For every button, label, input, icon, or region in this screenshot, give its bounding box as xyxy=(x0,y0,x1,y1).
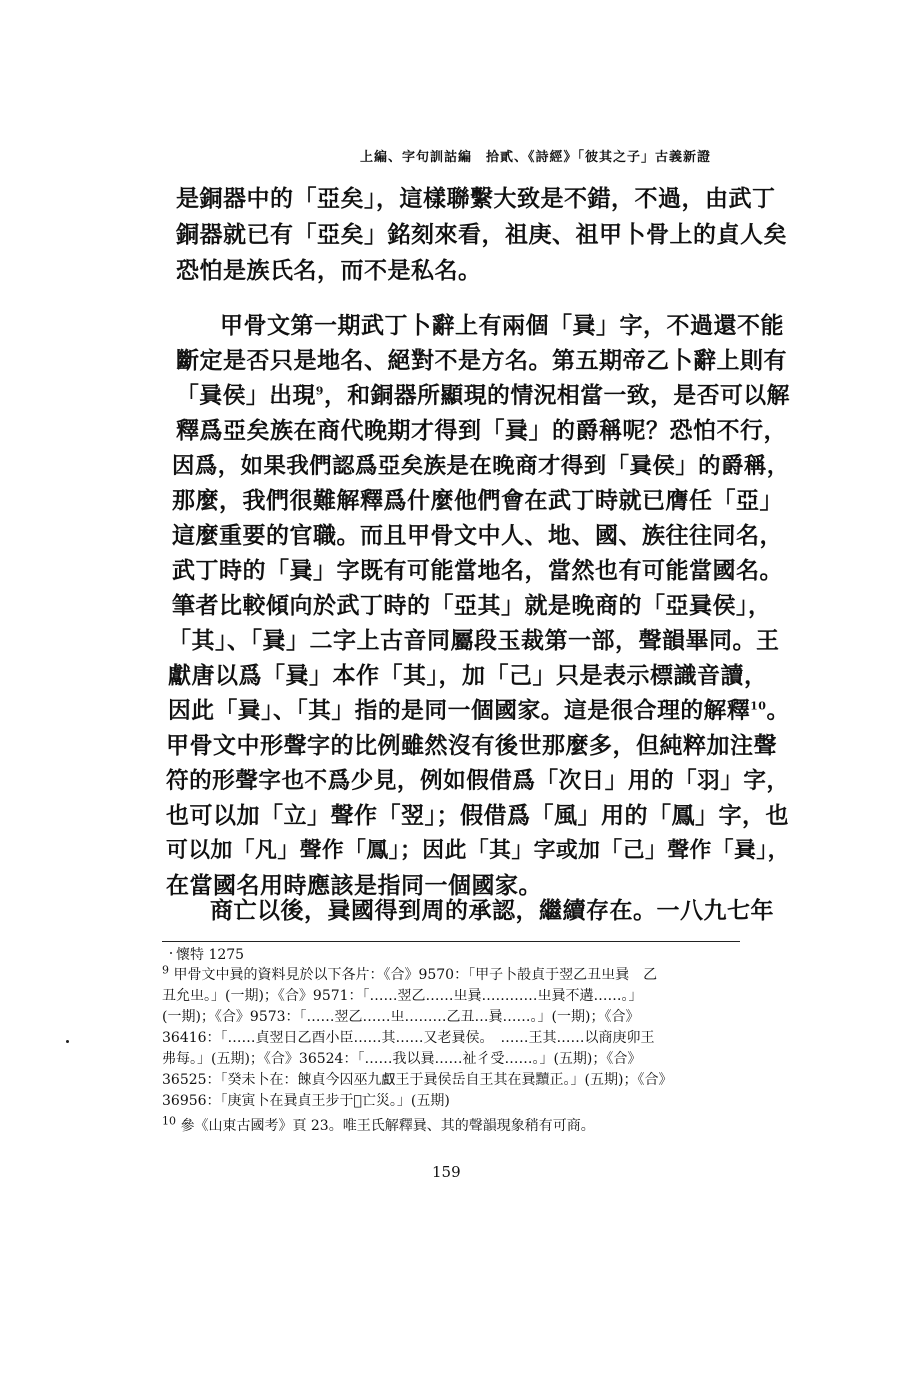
body-line: 這麼重要的官職。而且甲骨文中人、地、國、族往往同名， xyxy=(172,522,783,549)
scan-speck xyxy=(170,952,172,954)
body-line-text: ，和銅器所顯現的情況相當一致，是否可以解 xyxy=(323,383,790,409)
body-line-text: 。 xyxy=(766,698,790,724)
body-line-text: 因此「㠱」、「其」指的是同一個國家。這是很合理的解釋 xyxy=(168,698,751,724)
body-line-text: 「㠱侯」出現 xyxy=(176,383,316,409)
footnote-number: 10 xyxy=(162,1114,176,1128)
footnote-line: (一期)；《合》9573：「……翌乙……㞢………乙丑…㠱……。」(一期)；《合》 xyxy=(162,1009,640,1025)
footnote-text: 甲骨文中㠱的資料見於以下各片：《合》9570：「甲子卜㱿貞于翌乙丑㞢㠱 乙 xyxy=(169,967,658,983)
body-line: 也可以加「立」聲作「翌」；假借爲「風」用的「鳳」字，也 xyxy=(166,802,789,829)
footnote-9 xyxy=(162,963,658,985)
body-line: 因爲，如果我們認爲亞矣族是在晚商才得到「㠱侯」的爵稱， xyxy=(172,453,790,479)
footnote-line: 弗每。」(五期)；《合》36524：「……我以㠱……祉彳受……。」(五期)；《合》 xyxy=(162,1051,642,1067)
running-header: 上編、字句訓詁編 拾貳、《詩經》「彼其之子」古義新證 xyxy=(360,150,712,165)
body-line: 那麼，我們很難解釋爲什麼他們會在武丁時就已膺任「亞」 xyxy=(172,487,783,514)
body-line: 武丁時的「㠱」字既有可能當地名，當然也有可能當國名。 xyxy=(172,557,783,584)
body-line: 恐怕是族氏名，而不是私名。 xyxy=(176,257,482,284)
footnote-ref-10[interactable]: 10 xyxy=(750,699,767,713)
body-line: 甲骨文第一期武丁卜辭上有兩個「㠱」字，不過還不能 xyxy=(220,312,784,339)
footnote-text: 參《山東古國考》頁 23。唯王氏解釋㠱、其的聲韻現象稍有可商。 xyxy=(176,1118,595,1134)
body-line: 斷定是否只是地名、絕對不是方名。第五期帝乙卜辭上則有 xyxy=(176,347,787,374)
body-line: 甲骨文中形聲字的比例雖然沒有後世那麼多，但純粹加注聲 xyxy=(166,732,777,759)
footnote-ref-9[interactable]: 9 xyxy=(315,384,324,398)
body-line: 符的形聲字也不爲少見，例如假借爲「次日」用的「羽」字， xyxy=(166,768,790,794)
footnote-line: 36416：「……貞翌日乙酉小臣……其……又老㠱侯。 ……王其……以商庚卯王 xyxy=(162,1030,655,1046)
footnote-line: 丑允㞢。」(一期)；《合》9571：「……翌乙……㞢㠱…………㞢㠱不遘……。」 xyxy=(162,988,643,1004)
page-number: 159 xyxy=(432,1163,461,1181)
footnote-divider xyxy=(162,941,740,942)
body-line: 釋爲亞矣族在商代晚期才得到「㠱」的爵稱呢？恐怕不行， xyxy=(176,417,787,444)
body-line: 獻唐以爲「㠱」本作「其」，加「己」只是表示標識音讀， xyxy=(168,662,768,689)
footnote-number: 9 xyxy=(162,963,169,977)
body-line xyxy=(176,382,790,410)
body-line: 可以加「凡」聲作「鳳」；因此「其」字或加「己」聲作「㠱」， xyxy=(166,838,790,863)
body-line: 在當國名用時應該是指同一個國家。 xyxy=(166,872,542,899)
scan-speck xyxy=(66,1040,69,1043)
body-line: 筆者比較傾向於武丁時的「亞其」就是晚商的「亞㠱侯」， xyxy=(172,592,772,619)
body-line xyxy=(168,697,790,725)
footnote-line: 懷特 1275 xyxy=(176,947,245,963)
body-line: 商亡以後，㠱國得到周的承認，繼續存在。一八九七年 xyxy=(210,897,774,924)
body-line: 「其」、「㠱」二字上古音同屬段玉裁第一部，聲韻畢同。王 xyxy=(168,627,780,654)
footnote-line: 36956：「庚寅卜在㠱貞王步于𤲡亡災。」(五期) xyxy=(162,1093,450,1109)
body-line: 是銅器中的「亞矣」，這樣聯繫大致是不錯，不過，由武丁 xyxy=(176,185,776,212)
footnote-10 xyxy=(162,1114,595,1136)
footnote-line: 36525：「癸未卜在：餗貞今囚巫九𠭯王于㠱侯岳自王其在㠱黷正。」(五期)；《合》 xyxy=(162,1072,673,1088)
body-line: 銅器就已有「亞矣」銘刻來看，祖庚、祖甲卜骨上的貞人矣 xyxy=(176,221,787,248)
